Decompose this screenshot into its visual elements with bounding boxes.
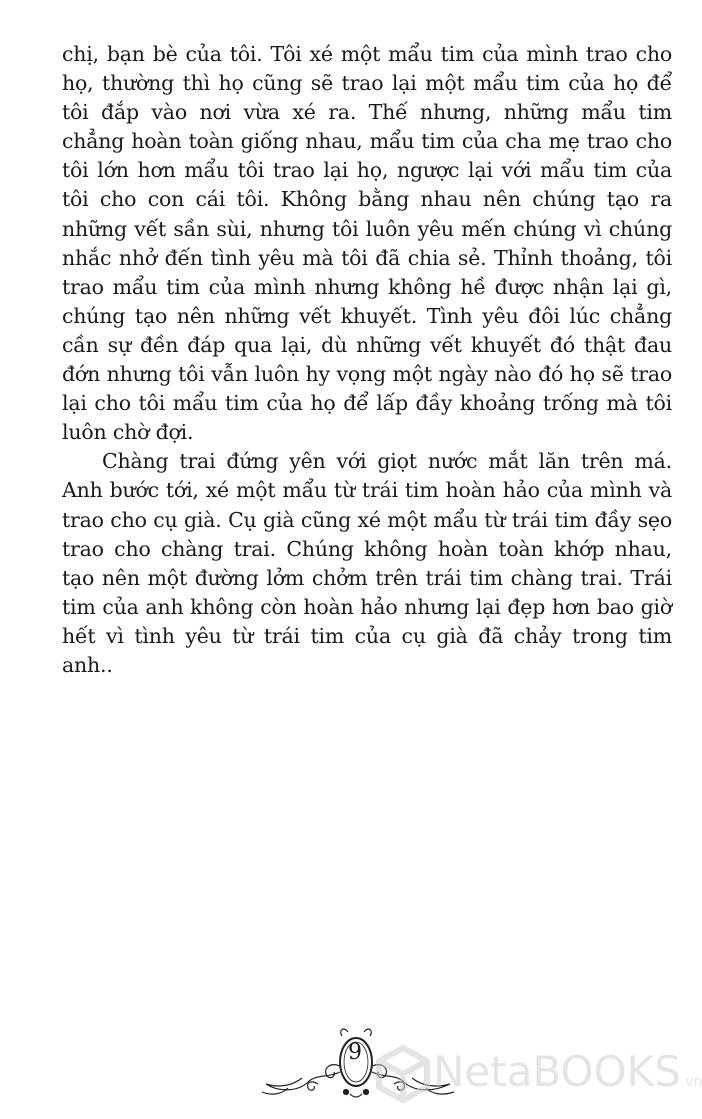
watermark-brand: NetaBOOKS (433, 1047, 681, 1096)
paragraph-continuation: chị, bạn bè của tôi. Tôi xé một mẩu tim của mình trao cho họ, thường thì họ cũng sẽ trao lại một mẩu tim của họ để tôi đắp vào nơi vừa xé ra. Thế nhưng, những mẩu tim chẳng hoàn toàn giống nhau, mẩu tim của cha mẹ trao cho tôi lớn hơn mẩu tôi trao lại họ, ngược lại với mẩu tim của tôi cho con cái tôi. Không bằng nhau nên chúng tạo ra những vết sần sùi, nhưng tôi luôn yêu mến chúng vì chúng nhắc nhở đến tình yêu mà tôi đã chia sẻ. Thỉnh thoảng, tôi trao mẩu tim của mình nhưng không hề được nhận lại gì, chúng tạo nên những vết khuyết. Tình yêu đôi lúc chẳng cần sự đền đáp qua lại, dù những vết khuyết đó thật đau đớn nhưng tôi vẫn luôn hy vọng một ngày nào đó họ sẽ trao lại cho tôi mẩu tim của họ để lấp đầy khoảng trống mà tôi luôn chờ đợi. (62, 42, 672, 445)
watermark (375, 1042, 702, 1106)
body-text (62, 40, 672, 680)
page-number: 9 (348, 1040, 362, 1065)
watermark-tld: .vn (680, 1074, 702, 1090)
paragraph: Chàng trai đứng yên với giọt nước mắt lăn trên má. Anh bước tới, xé một mẩu từ trái tim hoàn hảo của mình và trao cho cụ già. Cụ già cũng xé một mẩu từ trái tim đầy sẹo trao cho chàng trai. Chúng không hoàn toàn khớp nhau, tạo nên một đường lởm chởm trên trái tim chàng trai. Trái tim của anh không còn hoàn hảo nhưng lại đẹp hơn bao giờ hết vì tình yêu từ trái tim của cụ già đã chảy trong tim anh.. (62, 449, 672, 677)
cube-logo-icon (375, 1044, 431, 1104)
